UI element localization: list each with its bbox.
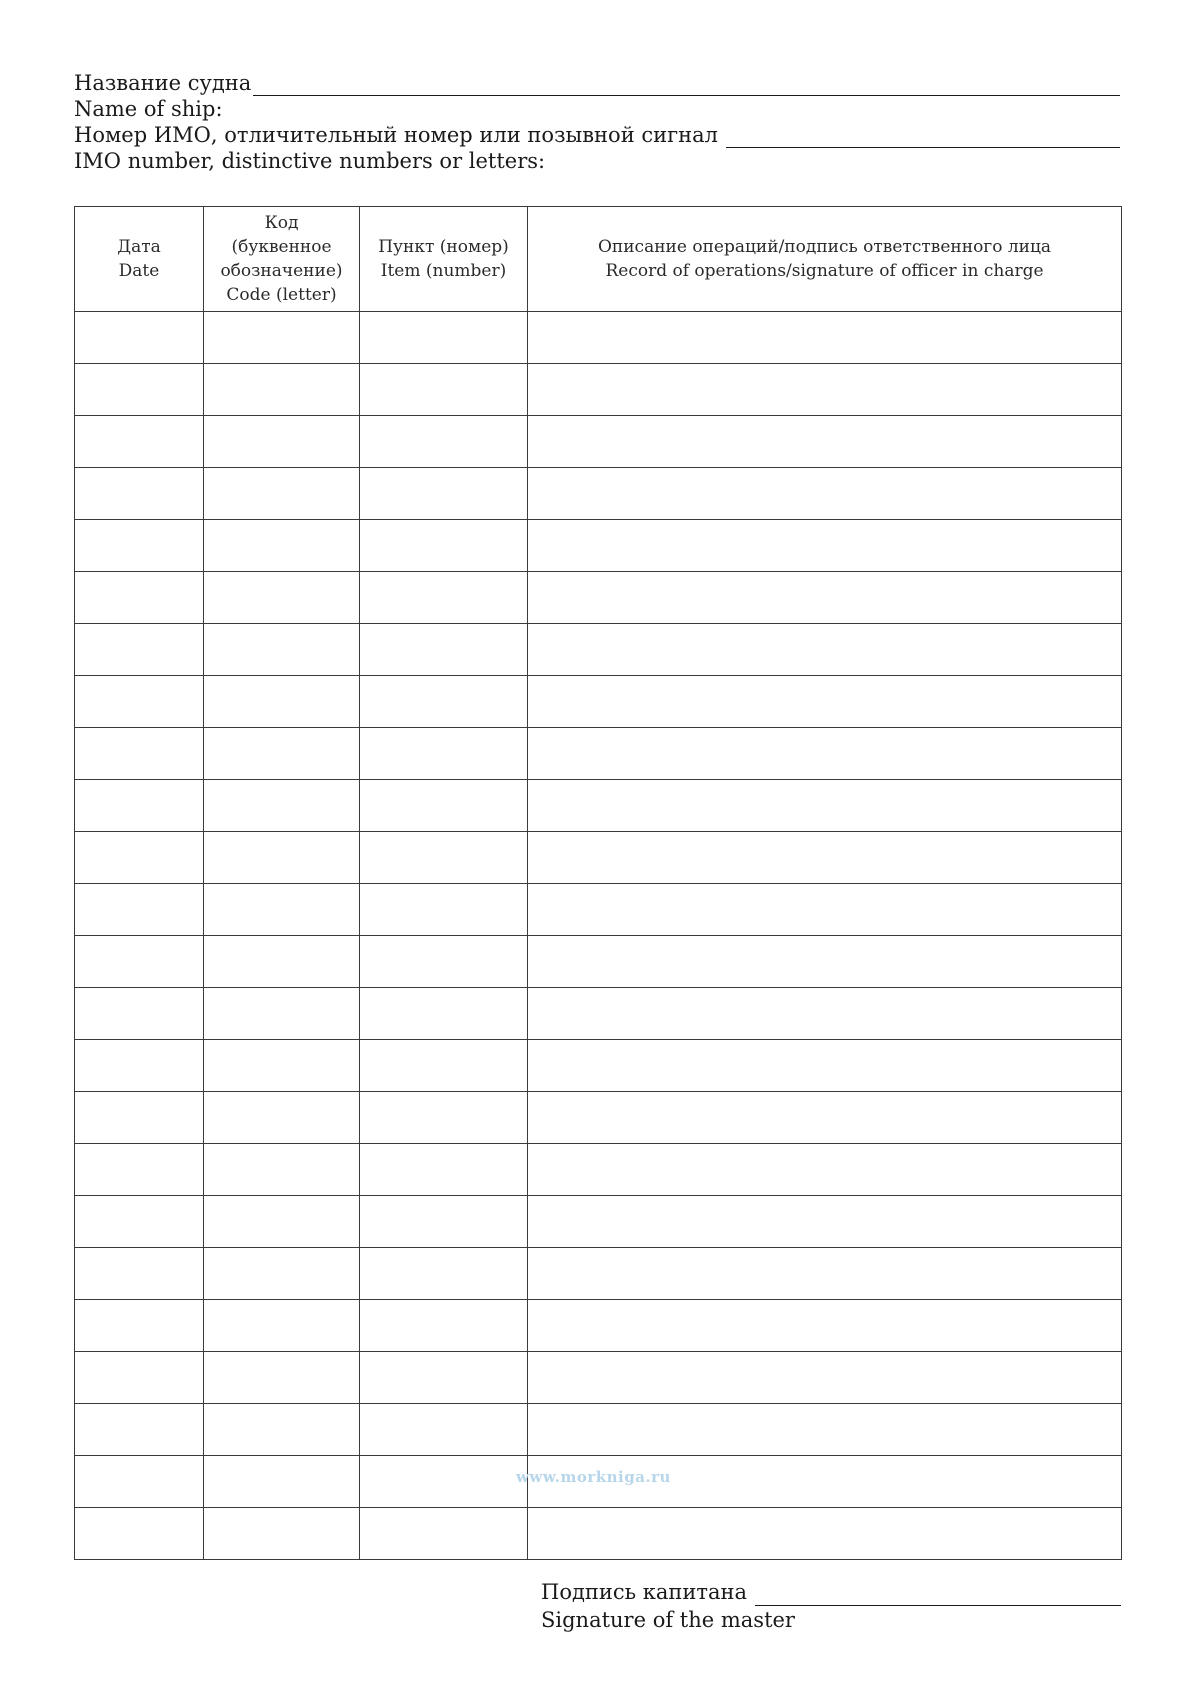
table-row (75, 832, 1122, 884)
header-line: Пункт (номер) (378, 237, 509, 257)
signature-line (541, 1578, 1121, 1606)
item-cell[interactable] (360, 572, 528, 624)
operations-log-table (74, 206, 1122, 1560)
column-header-code (204, 207, 360, 312)
header-line: Код (264, 213, 299, 233)
table-row (75, 1508, 1122, 1560)
date-cell[interactable] (75, 1040, 204, 1092)
signature-label-ru: Подпись капитана (541, 1580, 748, 1604)
code-cell[interactable] (204, 1092, 360, 1144)
table-row (75, 520, 1122, 572)
item-cell[interactable] (360, 520, 528, 572)
record-cell[interactable] (528, 572, 1122, 624)
code-cell[interactable] (204, 1300, 360, 1352)
column-header-date (75, 207, 204, 312)
table-body (75, 312, 1122, 1560)
item-cell[interactable] (360, 624, 528, 676)
table-row (75, 936, 1122, 988)
date-cell[interactable] (75, 832, 204, 884)
code-cell[interactable] (204, 1404, 360, 1456)
code-cell[interactable] (204, 780, 360, 832)
date-cell[interactable] (75, 1144, 204, 1196)
table-row (75, 416, 1122, 468)
code-cell[interactable] (204, 468, 360, 520)
item-cell[interactable] (360, 1404, 528, 1456)
item-cell[interactable] (360, 884, 528, 936)
record-cell[interactable] (528, 1404, 1122, 1456)
record-cell[interactable] (528, 1040, 1122, 1092)
table-row (75, 884, 1122, 936)
table-row (75, 312, 1122, 364)
record-cell[interactable] (528, 624, 1122, 676)
date-cell[interactable] (75, 1508, 204, 1560)
code-cell[interactable] (204, 936, 360, 988)
signature-field[interactable] (755, 1585, 1121, 1606)
item-cell[interactable] (360, 1456, 528, 1508)
item-cell[interactable] (360, 1196, 528, 1248)
item-cell[interactable] (360, 1300, 528, 1352)
code-cell[interactable] (204, 832, 360, 884)
table-row (75, 1352, 1122, 1404)
record-cell[interactable] (528, 936, 1122, 988)
date-cell[interactable] (75, 780, 204, 832)
record-cell[interactable] (528, 676, 1122, 728)
imo-field[interactable] (726, 127, 1120, 148)
table-row (75, 1300, 1122, 1352)
signature-footer (541, 1578, 1121, 1634)
item-cell[interactable] (360, 780, 528, 832)
date-cell[interactable] (75, 1456, 204, 1508)
code-cell[interactable] (204, 520, 360, 572)
header-line: Item (number) (380, 261, 507, 281)
imo-en-line (74, 148, 1120, 174)
record-cell[interactable] (528, 468, 1122, 520)
code-cell[interactable] (204, 1040, 360, 1092)
item-cell[interactable] (360, 1508, 528, 1560)
record-cell[interactable] (528, 988, 1122, 1040)
table-row (75, 364, 1122, 416)
item-cell[interactable] (360, 832, 528, 884)
item-cell[interactable] (360, 312, 528, 364)
date-cell[interactable] (75, 884, 204, 936)
date-cell[interactable] (75, 936, 204, 988)
header-line: Описание операций/подпись ответственного лица (597, 237, 1052, 257)
item-cell[interactable] (360, 468, 528, 520)
code-cell[interactable] (204, 624, 360, 676)
code-cell[interactable] (204, 1196, 360, 1248)
table-row (75, 1092, 1122, 1144)
header-line: обозначение) (220, 261, 343, 281)
signature-en-line (541, 1606, 1121, 1634)
code-cell[interactable] (204, 1352, 360, 1404)
ship-name-field[interactable] (253, 75, 1120, 96)
column-header-item (360, 207, 528, 312)
table-row (75, 780, 1122, 832)
record-cell[interactable] (528, 1196, 1122, 1248)
record-cell[interactable] (528, 1092, 1122, 1144)
code-cell[interactable] (204, 312, 360, 364)
header-line: Record of operations/signature of officer in charge (605, 261, 1044, 281)
date-cell[interactable] (75, 728, 204, 780)
date-cell[interactable] (75, 1092, 204, 1144)
date-cell[interactable] (75, 1196, 204, 1248)
date-cell[interactable] (75, 468, 204, 520)
record-cell[interactable] (528, 780, 1122, 832)
table-row (75, 1196, 1122, 1248)
record-cell[interactable] (528, 416, 1122, 468)
record-cell[interactable] (528, 1508, 1122, 1560)
record-cell[interactable] (528, 884, 1122, 936)
watermark: www.morkniga.ru (516, 1468, 671, 1486)
date-cell[interactable] (75, 312, 204, 364)
code-cell[interactable] (204, 1144, 360, 1196)
code-cell[interactable] (204, 1508, 360, 1560)
record-cell[interactable] (528, 1300, 1122, 1352)
code-cell[interactable] (204, 728, 360, 780)
code-cell[interactable] (204, 572, 360, 624)
item-cell[interactable] (360, 936, 528, 988)
table-row (75, 728, 1122, 780)
table-row (75, 468, 1122, 520)
date-cell[interactable] (75, 1404, 204, 1456)
table-row (75, 624, 1122, 676)
imo-line (74, 122, 1120, 148)
table-row (75, 572, 1122, 624)
ship-info-header (74, 70, 1120, 174)
record-cell[interactable] (528, 728, 1122, 780)
table-row (75, 988, 1122, 1040)
table-row (75, 676, 1122, 728)
ship-name-line (74, 70, 1120, 96)
date-cell[interactable] (75, 676, 204, 728)
ship-name-en-line (74, 96, 1120, 122)
date-cell[interactable] (75, 1352, 204, 1404)
item-cell[interactable] (360, 1040, 528, 1092)
imo-label-en: IMO number, distinctive numbers or letters: (74, 149, 546, 173)
header-line: Дата (117, 237, 161, 257)
code-cell[interactable] (204, 416, 360, 468)
header-line: Date (118, 261, 160, 281)
item-cell[interactable] (360, 1092, 528, 1144)
record-cell[interactable] (528, 1144, 1122, 1196)
item-cell[interactable] (360, 1144, 528, 1196)
date-cell[interactable] (75, 572, 204, 624)
code-cell[interactable] (204, 1456, 360, 1508)
item-cell[interactable] (360, 988, 528, 1040)
imo-label-ru: Номер ИМО, отличительный номер или позывной сигнал (74, 123, 718, 147)
record-cell[interactable] (528, 1352, 1122, 1404)
code-cell[interactable] (204, 1248, 360, 1300)
record-cell[interactable] (528, 832, 1122, 884)
date-cell[interactable] (75, 1300, 204, 1352)
item-cell[interactable] (360, 416, 528, 468)
table-header-row (75, 207, 1122, 312)
ship-name-label-ru: Название судна (74, 71, 252, 95)
item-cell[interactable] (360, 1352, 528, 1404)
code-cell[interactable] (204, 364, 360, 416)
item-cell[interactable] (360, 364, 528, 416)
date-cell[interactable] (75, 416, 204, 468)
record-cell[interactable] (528, 1248, 1122, 1300)
date-cell[interactable] (75, 520, 204, 572)
signature-label-en: Signature of the master (541, 1608, 795, 1632)
table-row (75, 1144, 1122, 1196)
header-line: Code (letter) (226, 285, 337, 305)
date-cell[interactable] (75, 1248, 204, 1300)
record-cell[interactable] (528, 312, 1122, 364)
code-cell[interactable] (204, 676, 360, 728)
record-cell[interactable] (528, 364, 1122, 416)
record-cell[interactable] (528, 520, 1122, 572)
table-row (75, 1404, 1122, 1456)
date-cell[interactable] (75, 364, 204, 416)
item-cell[interactable] (360, 728, 528, 780)
table-row (75, 1248, 1122, 1300)
header-line: (буквенное (231, 237, 332, 257)
date-cell[interactable] (75, 988, 204, 1040)
date-cell[interactable] (75, 624, 204, 676)
column-header-record (528, 207, 1122, 312)
item-cell[interactable] (360, 1248, 528, 1300)
ship-name-label-en: Name of ship: (74, 97, 223, 121)
code-cell[interactable] (204, 884, 360, 936)
code-cell[interactable] (204, 988, 360, 1040)
table-row (75, 1040, 1122, 1092)
item-cell[interactable] (360, 676, 528, 728)
